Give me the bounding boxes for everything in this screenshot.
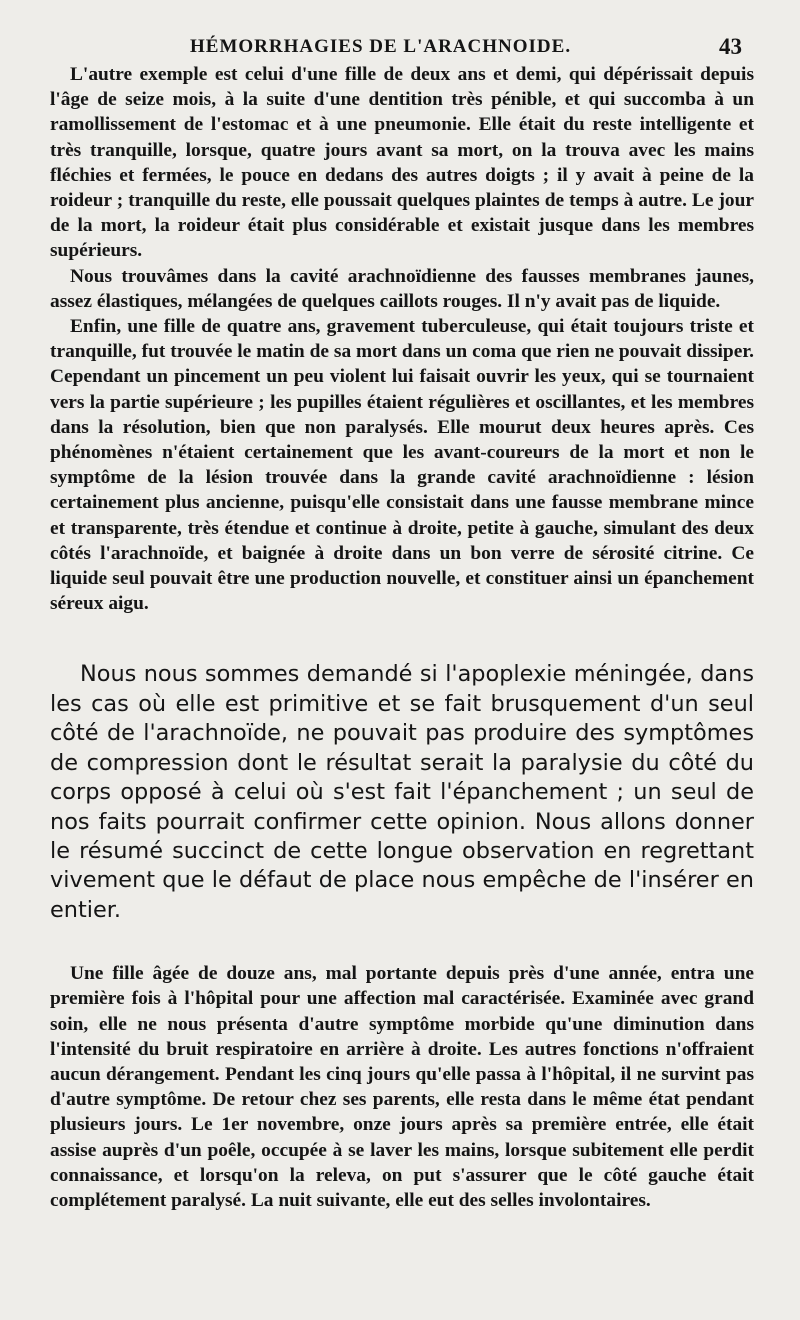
page-number: 43 [719, 34, 742, 59]
running-head [50, 34, 754, 62]
running-title: HÉMORRHAGIES DE L'ARACHNOIDE. [190, 36, 572, 57]
paragraph-autopsy-findings: Nous trouvâmes dans la cavité arachnoïdienne des fausses membranes jaunes, assez élastiques, mélangées de quelques caillots rouges. Il n'y avait pas de liquide. [50, 265, 754, 312]
paragraph-case-two-year-old: L'autre exemple est celui d'une fille de deux ans et demi, qui dépérissait depuis l'âge de seize mois, à la suite d'une dentition très pénible, et qui succomba à un ramollissement de l'estomac et à une pneumonie. Elle était du reste intelligente et très tranquille, lorsque, quatre jours avant sa mort, on la trouva avec les mains fléchies et fermées, le pouce en dedans des autres doigts ; il y avait à peine de la roideur ; tranquille du reste, elle poussait quelques plaintes de temps à autre. Le jour de la mort, la roideur était plus considérable et existait jusque dans les membres supérieurs. [50, 64, 754, 262]
paragraph-meningeal-apoplexy: Nous nous sommes demandé si l'apoplexie méningée, dans les cas où elle est primitive et se fait brusquement d'un seul côté de l'arachnoïde, ne pouvait pas produire des symptômes de compression dont le résultat serait la paralysie du côté du corps opposé à celui où s'est fait l'épanchement ; un seul de nos faits pourrait confirmer cette opinion. Nous allons donner le résumé succinct de cette longue observation en regrettant vivement que le défaut de place nous empêche de l'insérer en entier. [50, 661, 754, 923]
paragraph-case-twelve-year-old: Une fille âgée de douze ans, mal portante depuis près d'une année, entra une première fois à l'hôpital pour une affection mal caractérisée. Examinée avec grand soin, elle ne nous présenta d'autre symptôme morbide qu'une diminution dans l'intensité du bruit respiratoire en arrière à droite. Les autres fonctions n'offraient aucun dérangement. Pendant les cinq jours qu'elle passa à l'hôpital, il ne survint pas d'autre symptôme. De retour chez ses parents, elle resta dans le même état pendant plusieurs jours. Le 1er novembre, onze jours après sa première entrée, elle était assise auprès d'un poêle, occupée à se laver les mains, lorsque subitement elle perdit connaissance, et lorsqu'on la releva, on put s'assurer que le côté gauche était complétement paralysé. La nuit suivante, elle eut des selles involontaires. [50, 963, 754, 1211]
paragraph-case-four-year-old: Enfin, une fille de quatre ans, gravement tuberculeuse, qui était toujours triste et tranquille, fut trouvée le matin de sa mort dans un coma que rien ne pouvait dissiper. Cependant un pincement un peu violent lui faisait ouvrir les yeux, qui se tournaient vers la partie supérieure ; les pupilles étaient régulières et oscillantes, et les membres dans la résolution, bien que non paralysés. Elle mourut deux heures après. Ces phénomènes n'étaient certainement que les avant-coureurs de la mort et non le symptôme de la lésion trouvée dans la grande cavité arachnoïdienne : lésion certainement plus ancienne, puisqu'elle consistait dans une fausse membrane mince et transparente, très étendue et continue à droite, petite à gauche, simulant des deux côtés l'arachnoïde, et baignée à droite dans un bon verre de sérosité citrine. Ce liquide seul pouvait être une production nouvelle, et constituer ainsi un épanchement séreux aigu. [50, 316, 754, 615]
